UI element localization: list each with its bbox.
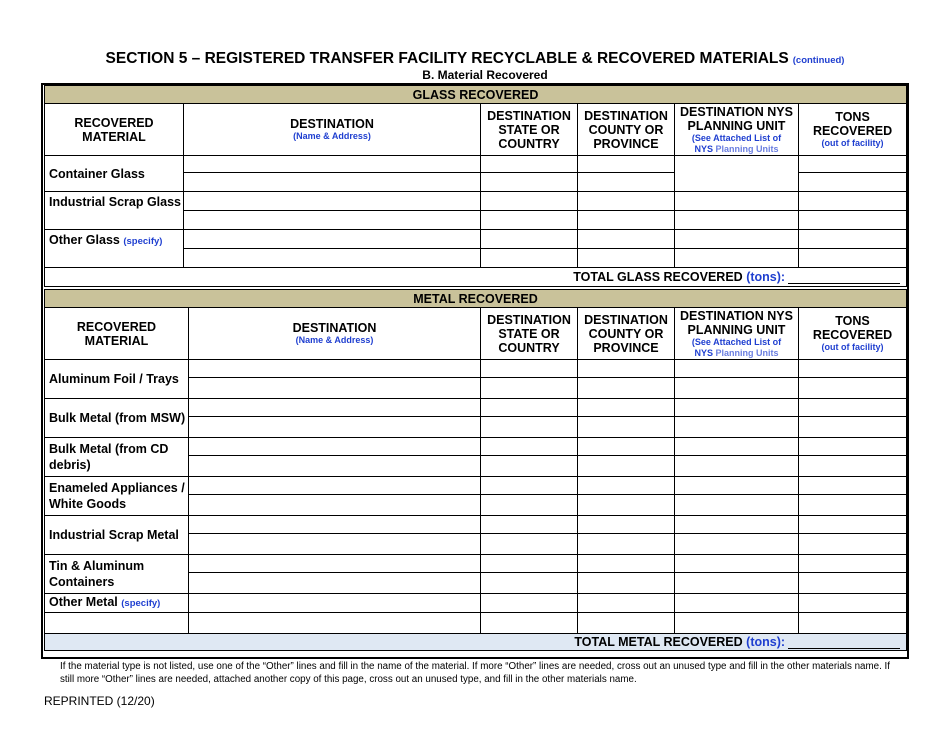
- material-aluminum-foil: Aluminum Foil / Trays: [45, 360, 189, 399]
- col-dest-nys: DESTINATION NYS PLANNING UNIT (See Attached List of NYS Planning Units: [675, 104, 799, 156]
- state-field[interactable]: [481, 417, 578, 438]
- county-field[interactable]: [578, 573, 675, 594]
- tons-field[interactable]: [799, 477, 907, 495]
- nys-unit-field[interactable]: [675, 249, 799, 268]
- material-industrial-scrap-metal: Industrial Scrap Metal: [45, 516, 189, 555]
- section-title-text: SECTION 5 – REGISTERED TRANSFER FACILITY RECYCLABLE & RECOVERED MATERIALS: [105, 50, 789, 67]
- nys-unit-field[interactable]: [675, 495, 799, 516]
- county-field[interactable]: [578, 230, 675, 249]
- metal-band: METAL RECOVERED: [45, 290, 907, 308]
- nys-unit-field[interactable]: [675, 594, 799, 613]
- destination-field[interactable]: [189, 516, 481, 534]
- destination-field[interactable]: [184, 173, 481, 192]
- state-field[interactable]: [481, 456, 578, 477]
- state-field[interactable]: [481, 613, 578, 634]
- tons-field[interactable]: [799, 399, 907, 417]
- state-field[interactable]: [481, 477, 578, 495]
- county-field[interactable]: [578, 456, 675, 477]
- other-metal-extra[interactable]: [45, 613, 189, 634]
- county-field[interactable]: [578, 594, 675, 613]
- nys-unit-field[interactable]: [675, 477, 799, 495]
- tons-field[interactable]: [799, 594, 907, 613]
- destination-field[interactable]: [184, 211, 481, 230]
- county-field[interactable]: [578, 173, 675, 192]
- destination-field[interactable]: [189, 417, 481, 438]
- material-bulk-metal-msw: Bulk Metal (from MSW): [45, 399, 189, 438]
- metal-table: [44, 289, 907, 651]
- state-field[interactable]: [481, 173, 578, 192]
- state-field[interactable]: [481, 555, 578, 573]
- col-dest-state: DESTINATION STATE OR COUNTRY: [481, 104, 578, 156]
- tons-field[interactable]: [799, 192, 907, 211]
- material-container-glass: Container Glass: [45, 156, 184, 192]
- tons-field[interactable]: [799, 211, 907, 230]
- nys-unit-field[interactable]: [675, 456, 799, 477]
- col-dest-county: DESTINATION COUNTY OR PROVINCE: [578, 104, 675, 156]
- tons-field[interactable]: [799, 230, 907, 249]
- destination-field[interactable]: [189, 360, 481, 378]
- state-field[interactable]: [481, 211, 578, 230]
- destination-field[interactable]: [189, 399, 481, 417]
- state-field[interactable]: [481, 360, 578, 378]
- tons-field[interactable]: [799, 249, 907, 268]
- destination-field[interactable]: [184, 249, 481, 268]
- state-field[interactable]: [481, 438, 578, 456]
- glass-band: GLASS RECOVERED: [45, 86, 907, 104]
- county-field[interactable]: [578, 249, 675, 268]
- destination-field[interactable]: [189, 438, 481, 456]
- state-field[interactable]: [481, 594, 578, 613]
- tons-field[interactable]: [799, 495, 907, 516]
- continued-label: (continued): [792, 55, 845, 66]
- subsection-title: B. Material Recovered: [422, 68, 548, 82]
- glass-total-field[interactable]: [788, 271, 900, 284]
- state-field[interactable]: [481, 156, 578, 173]
- county-field[interactable]: [578, 399, 675, 417]
- nys-unit-field[interactable]: [675, 156, 799, 192]
- nys-unit-field[interactable]: [675, 192, 799, 211]
- nys-unit-field[interactable]: [675, 516, 799, 534]
- col-destination: DESTINATION (Name & Address): [184, 104, 481, 156]
- section-title: [0, 50, 950, 68]
- tons-field[interactable]: [799, 573, 907, 594]
- material-other-metal: Other Metal (specify): [45, 594, 189, 613]
- material-tin-aluminum: Tin & Aluminum Containers: [45, 555, 189, 594]
- glass-table: [44, 85, 907, 287]
- col-recovered-material: RECOVERED MATERIAL: [45, 308, 189, 360]
- material-industrial-scrap-glass: Industrial Scrap Glass: [45, 192, 184, 230]
- nys-unit-field[interactable]: [675, 417, 799, 438]
- county-field[interactable]: [578, 516, 675, 534]
- nys-unit-field[interactable]: [675, 613, 799, 634]
- destination-field[interactable]: [189, 573, 481, 594]
- destination-field[interactable]: [184, 230, 481, 249]
- nys-unit-field[interactable]: [675, 438, 799, 456]
- tons-field[interactable]: [799, 360, 907, 378]
- tons-field[interactable]: [799, 456, 907, 477]
- tons-field[interactable]: [799, 378, 907, 399]
- instructions-note: If the material type is not listed, use one of the “Other” lines and fill in the name of the material. If more “Other” lines are needed, cross out an unused type and fill in the other materials name. If still more “Other” lines are needed, attached another copy of this page, cross out an unused type, and fill in the other materials name.: [60, 661, 890, 685]
- nys-unit-field[interactable]: [675, 230, 799, 249]
- material-bulk-metal-cd: Bulk Metal (from CD debris): [45, 438, 189, 477]
- county-field[interactable]: [578, 495, 675, 516]
- state-field[interactable]: [481, 573, 578, 594]
- destination-field[interactable]: [184, 156, 481, 173]
- nys-unit-field[interactable]: [675, 211, 799, 230]
- state-field[interactable]: [481, 249, 578, 268]
- tons-field[interactable]: [799, 613, 907, 634]
- destination-field[interactable]: [189, 378, 481, 399]
- col-dest-nys: DESTINATION NYS PLANNING UNIT (See Attached List of NYS Planning Units: [675, 308, 799, 360]
- state-field[interactable]: [481, 378, 578, 399]
- nys-unit-field[interactable]: [675, 555, 799, 573]
- destination-field[interactable]: [184, 192, 481, 211]
- col-dest-state: DESTINATION STATE OR COUNTRY: [481, 308, 578, 360]
- county-field[interactable]: [578, 156, 675, 173]
- tons-field[interactable]: [799, 516, 907, 534]
- tons-field[interactable]: [799, 555, 907, 573]
- nys-unit-field[interactable]: [675, 573, 799, 594]
- nys-unit-field[interactable]: [675, 360, 799, 378]
- tons-field[interactable]: [799, 438, 907, 456]
- destination-field[interactable]: [189, 495, 481, 516]
- county-field[interactable]: [578, 192, 675, 211]
- county-field[interactable]: [578, 417, 675, 438]
- material-other-glass: Other Glass (specify): [45, 230, 184, 268]
- county-field[interactable]: [578, 477, 675, 495]
- destination-field[interactable]: [189, 594, 481, 613]
- nys-unit-field[interactable]: [675, 378, 799, 399]
- material-enameled-appliances: Enameled Appliances / White Goods: [45, 477, 189, 516]
- state-field[interactable]: [481, 516, 578, 534]
- tons-field[interactable]: [799, 156, 907, 173]
- col-destination: DESTINATION (Name & Address): [189, 308, 481, 360]
- state-field[interactable]: [481, 495, 578, 516]
- state-field[interactable]: [481, 534, 578, 555]
- glass-total-row: TOTAL GLASS RECOVERED (tons):: [45, 268, 907, 287]
- destination-field[interactable]: [189, 477, 481, 495]
- state-field[interactable]: [481, 192, 578, 211]
- county-field[interactable]: [578, 211, 675, 230]
- state-field[interactable]: [481, 230, 578, 249]
- county-field[interactable]: [578, 378, 675, 399]
- col-recovered-material: RECOVERED MATERIAL: [45, 104, 184, 156]
- tons-field[interactable]: [799, 173, 907, 192]
- col-dest-county: DESTINATION COUNTY OR PROVINCE: [578, 308, 675, 360]
- tons-field[interactable]: [799, 534, 907, 555]
- col-tons: TONS RECOVERED (out of facility): [799, 308, 907, 360]
- metal-total-row: TOTAL METAL RECOVERED (tons):: [45, 634, 907, 651]
- county-field[interactable]: [578, 555, 675, 573]
- state-field[interactable]: [481, 399, 578, 417]
- county-field[interactable]: [578, 613, 675, 634]
- county-field[interactable]: [578, 360, 675, 378]
- reprint-label: REPRINTED (12/20): [44, 694, 155, 708]
- destination-field[interactable]: [189, 613, 481, 634]
- tons-field[interactable]: [799, 417, 907, 438]
- county-field[interactable]: [578, 534, 675, 555]
- nys-unit-field[interactable]: [675, 399, 799, 417]
- destination-field[interactable]: [189, 534, 481, 555]
- destination-field[interactable]: [189, 555, 481, 573]
- destination-field[interactable]: [189, 456, 481, 477]
- col-tons: TONS RECOVERED (out of facility): [799, 104, 907, 156]
- county-field[interactable]: [578, 438, 675, 456]
- nys-unit-field[interactable]: [675, 534, 799, 555]
- metal-total-field[interactable]: [788, 636, 900, 649]
